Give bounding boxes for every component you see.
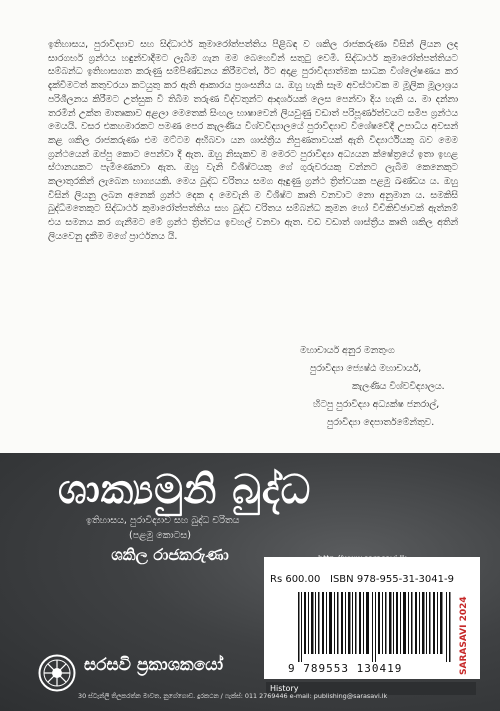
category-label: History (266, 682, 476, 695)
signature-university: කැලණිය විශ්වවිද්‍යාලය. (352, 381, 445, 392)
barcode-digits: 9 789553 130419 (288, 662, 403, 675)
publisher-address: 30 ස්ටැන්ලි තිලකරත්න මාවත, නුගේගොඩ. දුරකථන / ෆැක්ස්: 011 2769446 e-mail: publishing@sarasavi.lk (78, 692, 388, 700)
blurb (48, 38, 458, 244)
price: Rs 600.00 (270, 574, 321, 585)
signature-title: පුරාවිද්‍යා ජ්‍යෙෂ්ඨ මහාචාර්ය, (310, 363, 422, 374)
barcode-icon (296, 592, 454, 668)
signature-block (300, 342, 470, 432)
blurb-paragraph: ඉතිහාසය, පුරාවිද්‍යාව සහ සිද්ධාර්ථ කුමාරෝත්පත්තිය පිළිබඳ ව ශකිල රාජකරුණා විසින් ලියන ලද සාරගර්භ ග්‍රන්ථය හඳුන්වාදීමට ලැබීම ගැන මම බෙහෙවින් සතුටු වෙමි. සිද්ධාර්ථ කුමාරෝත්පත්තියට සම්බන්ධ ඉතිහාසගත කරුණු සම්පිණ්ඩනය කිරීමටත්, ඊට අදාළ පුරාවිද්‍යාත්මක සාධක විශ්ලේෂණය කර දැක්වීමටත් කතුවරයා කටයුතු කර ඇති ආකාරය ප්‍රශංසනීය ය. ඔහු හැකි සෑම අවස්ථාවක ම මූලික මූලාශ්‍රය පරිශීලනය කිරීමට උත්සුක වී තිබීම තරුණ විද්වතුන්ට ආදර්ශයක් ලෙස පෙන්වා දිය හැකි ය. මා දන්නා තරමින් උක්ත මාතෘකාව අළලා මෙතෙක් සිංහල භාෂාවෙන් ලියවුණු වඩාත් පරිපූර්ණත්වයට සමීප ග්‍රන්ථය මෙයයි. වසර එකහමාරකට පමණ පෙර කැලණිය විශ්වවිද්‍යාලයේ පුරාවිද්‍යාව විශේෂවේදී උපාධිය අවසන් කළ ශකිල රාජකරුණා එම මට්ටම අභිබවා යන ශාස්ත්‍රීය නිපුණතාවයක් ඇති විද්‍යාර්ථියකු බව මෙම ග්‍රන්ථයෙන් ඔප්පු කොට පෙන්වා දී ඇත. ඔහු නිසැකව ම මෙරට පුරාවිද්‍යා අධ්‍යයන ක්ෂේත්‍රයේ ඉතා ඉහළ ස්ථානයකට පැමිණෙනවා ඇත. ඔහු වැනි විශිෂ්ටයකු ගේ ගුරුවරයකු වන්නට ලැබීම කෙනෙකුට කලාතුරකින් ලැබෙන භාග්‍යයකි. මෙය බුද්ධ චරිතය සමග ඈඳුණු ග්‍රන්ථ ත්‍රිත්වයක පළමු ඛණ්ඩය ය. ඔහු විසින් ලියනු ලබන අනෙක් ග්‍රන්ථ දෙක ද මෙවැනි ම විශිෂ්ට කෘති වනවාට නො අනුමාන ය. සමකිසි බුද්ධිමතෙකුට සිද්ධාර්ථ කුමාරෝත්පත්තිය සහ බුද්ධ චරිතය සම්බන්ධ කුමන හෝ විචිකිච්ඡාවක් ඇත්නම් එය සමනය කර ගැනීමට මේ ග්‍රන්ථ ත්‍රිත්වය ඉවහල් වනවා ඇත. වඩ වඩාත් ශාස්ත්‍රීය කෘති ශකිල අතින් ලියවෙනු දැකීම මගේ ප්‍රාර්ථනය යි. (48, 39, 458, 242)
signature-former-role: හිටපු පුරාවිද්‍යා අධ්‍යක්ෂ ජනරාල්, (313, 399, 440, 410)
side-publisher-label (457, 560, 473, 675)
isbn: ISBN 978-955-31-3041-9 (330, 574, 454, 585)
side-publisher-text: SARASAVI 2024 (459, 596, 469, 675)
book-part: (පළමු කොටස) (129, 530, 191, 541)
book-author: ශකිල රාජකරුණා (111, 545, 229, 564)
signature-department: පුරාවිද්‍යා දෙපාර්තමේන්තුව. (327, 417, 435, 428)
publisher-logo-icon (38, 654, 76, 692)
publisher-name: සරසවි ප්‍රකාශකයෝ (84, 655, 224, 675)
book-title: ශාක්‍යමුනි බුද්ධ (58, 467, 312, 513)
book-subtitle: ඉතිහාසය, පුරාවිද්‍යාව සහ බුද්ධ චරිතය (86, 515, 240, 526)
signature-name: මහාචාර්ය අනුර මනතුංග (300, 345, 395, 356)
